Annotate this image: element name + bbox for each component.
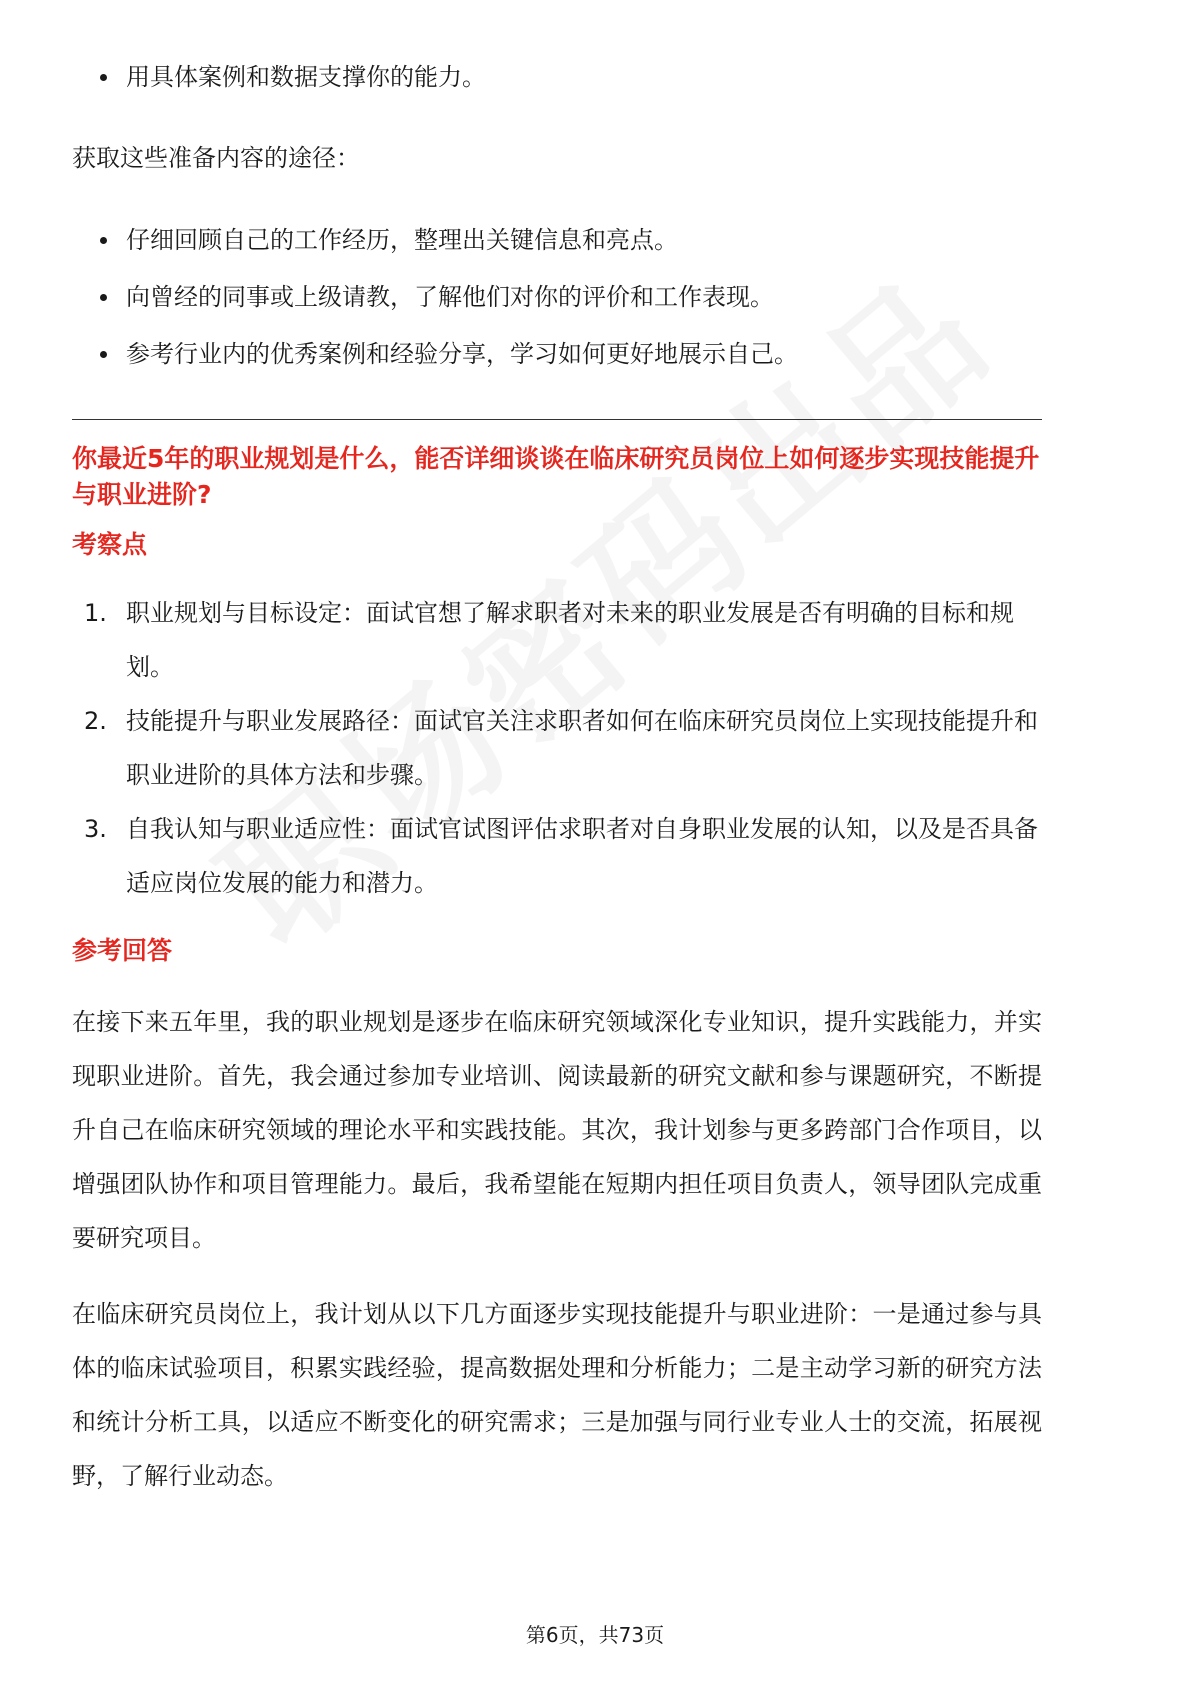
answer-paragraph: 在接下来五年里，我的职业规划是逐步在临床研究领域深化专业知识，提升实践能力，并实现职业进阶。首先，我会通过参加专业培训、阅读最新的研究文献和参与课题研究，不断提升自己在临床研究领域的理论水平和实践技能。其次，我计划参与更多跨部门合作项目，以增强团队协作和项目管理能力。最后，我希望能在短期内担任项目负责人，领导团队完成重要研究项目。 bbox=[72, 1008, 1042, 1252]
answer-paragraph: 在临床研究员岗位上，我计划从以下几方面逐步实现技能提升与职业进阶：一是通过参与具体的临床试验项目，积累实践经验，提高数据处理和分析能力；二是主动学习新的研究方法和统计分析工具，以适应不断变化的研究需求；三是加强与同行业专业人士的交流，拓展视野，了解行业动态。 bbox=[72, 1300, 1042, 1490]
list-item: 用具体案例和数据支撑你的能力。 bbox=[72, 59, 1122, 95]
question-heading: 你最近5年的职业规划是什么，能否详细谈谈在临床研究员岗位上如何逐步实现技能提升与职业进阶? bbox=[72, 444, 1040, 509]
ways-list bbox=[72, 222, 1122, 393]
top-bullet-list bbox=[72, 59, 1122, 116]
list-item bbox=[72, 694, 1042, 802]
list-item: 参考行业内的优秀案例和经验分享，学习如何更好地展示自己。 bbox=[72, 336, 1122, 372]
focus-title: 考察点 bbox=[72, 530, 148, 559]
list-item-text: 职业规划与目标设定：面试官想了解求职者对未来的职业发展是否有明确的目标和规划。 bbox=[126, 599, 1014, 681]
section-divider bbox=[72, 419, 1042, 420]
focus-points-list bbox=[72, 586, 1042, 910]
list-number: 2. bbox=[84, 707, 107, 735]
list-item bbox=[72, 802, 1042, 910]
list-item bbox=[72, 586, 1042, 694]
answer-title: 参考回答 bbox=[72, 936, 173, 965]
list-item-text: 技能提升与职业发展路径：面试官关注求职者如何在临床研究员岗位上实现技能提升和职业进阶的具体方法和步骤。 bbox=[126, 707, 1038, 789]
list-number: 1. bbox=[84, 599, 107, 627]
page-footer: 第6页，共73页 bbox=[525, 1623, 665, 1647]
list-item: 仔细回顾自己的工作经历，整理出关键信息和亮点。 bbox=[72, 222, 1122, 258]
ways-intro: 获取这些准备内容的途径： bbox=[72, 144, 360, 172]
list-item-text: 自我认知与职业适应性：面试官试图评估求职者对自身职业发展的认知，以及是否具备适应岗位发展的能力和潜力。 bbox=[126, 815, 1038, 897]
list-number: 3. bbox=[84, 815, 107, 843]
list-item: 向曾经的同事或上级请教，了解他们对你的评价和工作表现。 bbox=[72, 279, 1122, 315]
